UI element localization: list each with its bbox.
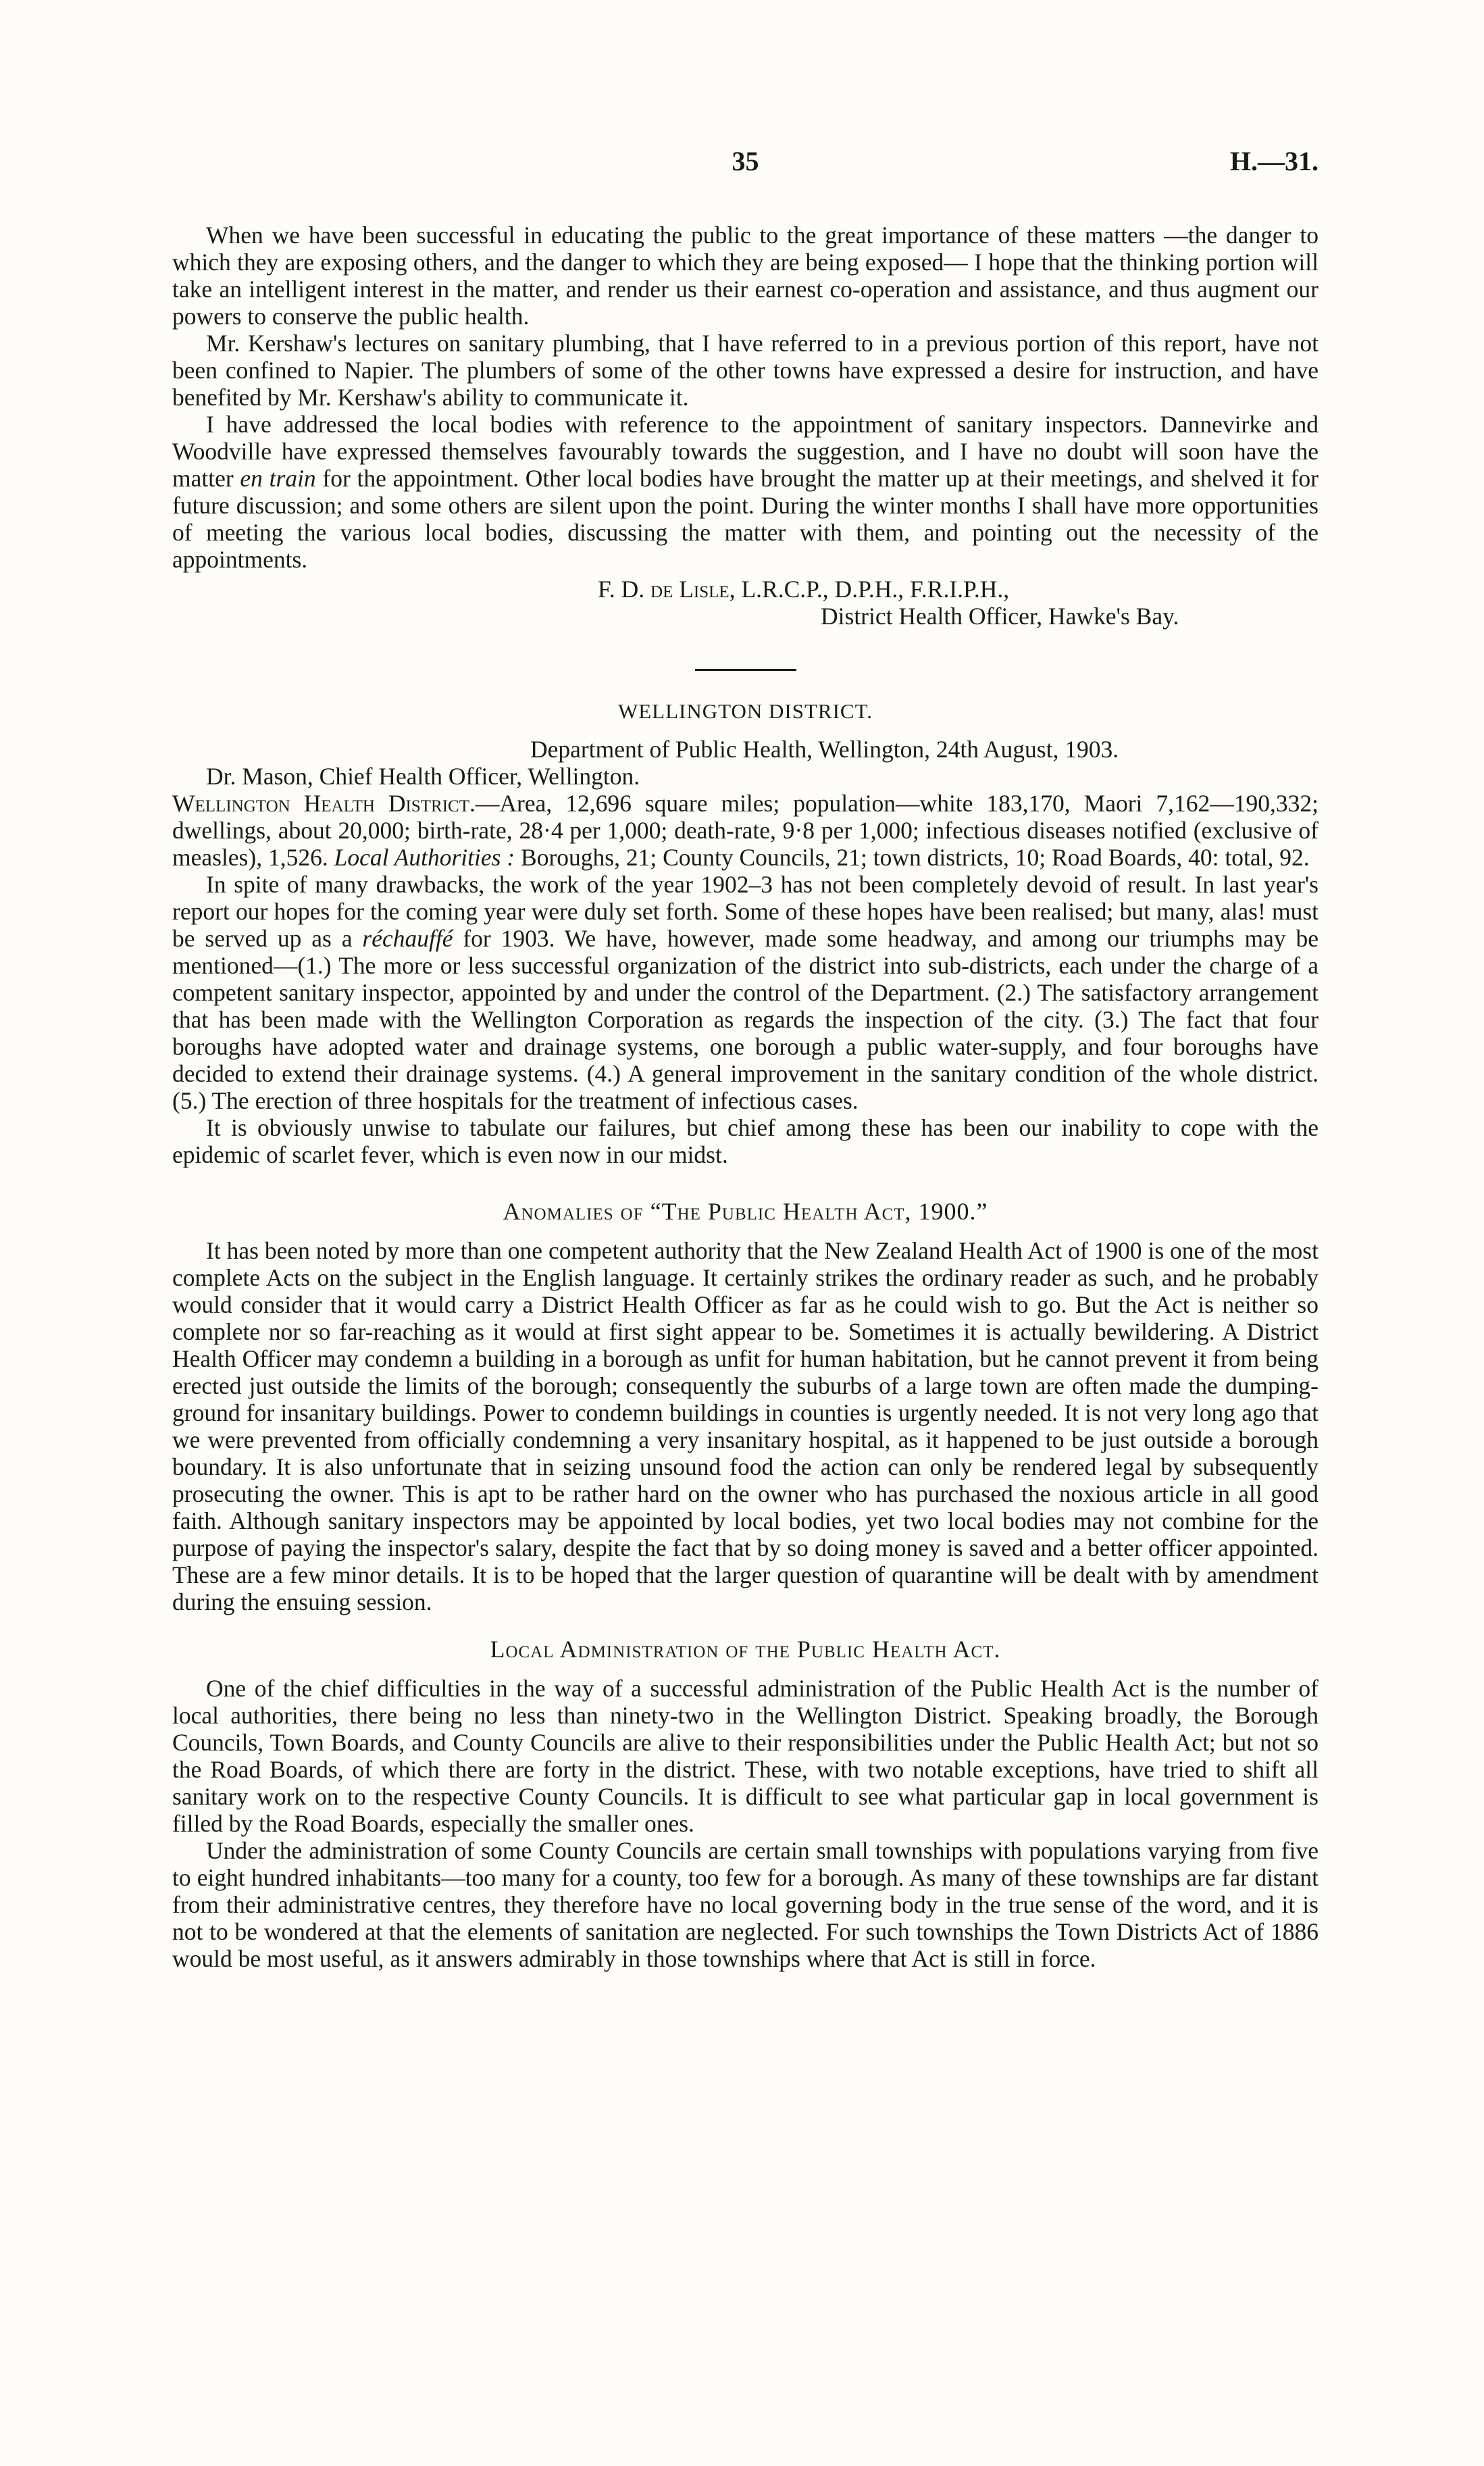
anomalies-paragraph: It has been noted by more than one competent authority that the New Zealand Health Act of 1900 is one of the most complete Acts on the subject in the English language. It certainly strikes the ordinary reader as such, and he probably would consider that it would carry a District Health Officer as far as he could wish to go. But the Act is neither so complete nor so far-reaching as it would at first sight appear to be. Sometimes it is actually bewildering. A District Health Officer may condemn a building in a borough as unfit for human habitation, but he cannot prevent it from being erected just outside the limits of the borough; consequently the suburbs of a large town are often made the dumping-ground for insanitary buildings. Power to condemn buildings in counties is urgently needed. It is not very long ago that we were prevented from officially condemning a very insanitary hospital, as it happened to be just outside a borough boundary. It is also unfortunate that in seizing unsound food the action can only be rendered legal by subsequently prosecuting the owner. This is apt to be rather hard on the owner who has purchased the noxious article in all good faith. Although sanitary inspectors may be appointed by local bodies, yet two local bodies may not combine for the purpose of paying the inspector's salary, despite the fact that by so doing money is saved and a better officer appointed. These are a few minor details. It is to be hoped that the larger question of quarantine will be dealt with by amendment during the ensuing session. [172,1237,1319,1615]
drawbacks-text-before: In spite of many drawbacks, the work of the year 1902–3 has not been completely devoid of result. In last year's report our hopes for the coming year were duly set forth. Some of these hopes have been realised; but many, alas! must be served up as a [172,871,1319,952]
department-line: Department of Public Health, Wellington, 24th August, 1903. [530,736,1119,763]
page-number: 35 [732,146,759,176]
inspectors-emphasis: en train [240,465,316,492]
intro-paragraph-2: Mr. Kershaw's lectures on sanitary plumbing, that I have referred to in a previous portion of this report, have not been confined to Napier. The plumbers of some of the other towns have expressed a desire for instruction, and have benefited by Mr. Kershaw's ability to communicate it. [172,330,1319,411]
drawbacks-emphasis: réchauffé [362,925,453,952]
district-stats-label: Wellington Health District. [172,790,476,817]
page-header [172,145,1319,186]
drawbacks-paragraph [172,871,1319,1114]
page-content [172,222,1319,1972]
signature-name [172,576,1319,603]
district-stats-text: —Area, 12,696 square miles; population—white 183,170, Maori 7,162—190,332; dwellings, about 20,000; birth-rate, 28·4 per 1,000; death-rate, 9·8 per 1,000; infectious diseases notified (exclusive of measles), 1,526. [172,790,1319,871]
signature-credentials: , L.R.C.P., D.P.H., F.R.I.P.H., [729,576,1010,603]
addressee-line: Dr. Mason, Chief Health Officer, Wellington. [206,763,640,790]
local-authorities-label: Local Authorities : [334,844,515,871]
local-authorities-text: Boroughs, 21; County Councils, 21; town districts, 10; Road Boards, 40: total, 92. [515,844,1310,871]
inspectors-text-before: I have addressed the local bodies with reference to the appointment of sanitary inspectors. Dannevirke and Woodville have expressed themselves favourably towards the suggestion, and I have no doubt will soon have the matter [172,411,1319,492]
section-divider [695,669,796,671]
inspectors-paragraph [172,411,1319,573]
local-administration-paragraph-2: Under the administration of some County Councils are certain small townships with populations varying from five to eight hundred inhabitants—too many for a county, too few for a borough. As many of these townships are far distant from their administrative centres, they therefore have no local governing body in the true sense of the word, and it is not to be wondered at that the elements of sanitation are neglected. For such townships the Town Districts Act of 1886 would be most useful, as it answers admirably in those townships where that Act is still in force. [172,1837,1319,1972]
signature-surname: de Lisle [650,576,730,603]
inspectors-text-after: for the appointment. Other local bodies have brought the matter up at their meetings, and shelved it for future discussion; and some others are silent upon the point. During the winter months I shall have more opportunities of meeting the various local bodies, discussing the matter with them, and pointing out the necessity of the appointments. [172,465,1319,573]
intro-paragraph-1: When we have been successful in educating the public to the great importance of these matters —the danger to which they are exposing others, and the danger to which they are being exposed— I hope that the thinking portion will take an intelligent interest in the matter, and render us their earnest co-operation and assistance, and thus augment our powers to conserve the public health. [172,222,1319,330]
local-administration-heading: Local Administration of the Public Health Act. [490,1636,1001,1663]
document-reference: H.—31. [1229,146,1319,176]
signature-initials: F. D. [598,576,651,603]
failures-paragraph: It is obviously unwise to tabulate our failures, but chief among these has been our inability to cope with the epidemic of scarlet fever, which is even now in our midst. [172,1114,1319,1168]
district-title: WELLINGTON DISTRICT. [617,699,873,723]
anomalies-heading: Anomalies of “The Public Health Act, 1900.” [503,1198,988,1225]
signature-title: District Health Officer, Hawke's Bay. [821,603,1179,630]
district-statistics [172,790,1319,871]
drawbacks-text-after: for 1903. We have, however, made some headway, and among our triumphs may be mentioned—(1.) The more or less successful organization of the district into sub-districts, each under the charge of a competent sanitary inspector, appointed by and under the control of the Department. (2.) The satisfactory arrangement that has been made with the Wellington Corporation as regards the inspection of the city. (3.) The fact that four boroughs have adopted water and drainage systems, one borough a public water-supply, and four boroughs have decided to extend their drainage systems. (4.) A general improvement in the sanitary condition of the whole district. (5.) The erection of three hospitals for the treatment of infectious cases. [172,925,1319,1114]
local-administration-paragraph-1: One of the chief difficulties in the way of a successful administration of the Public Health Act is the number of local authorities, there being no less than ninety-two in the Wellington District. Speaking broadly, the Borough Councils, Town Boards, and County Councils are alive to their responsibilities under the Public Health Act; but not so the Road Boards, of which there are forty in the district. These, with two notable exceptions, have tried to shift all sanitary work on to the respective County Councils. It is difficult to see what particular gap in local government is filled by the Road Boards, especially the smaller ones. [172,1675,1319,1837]
